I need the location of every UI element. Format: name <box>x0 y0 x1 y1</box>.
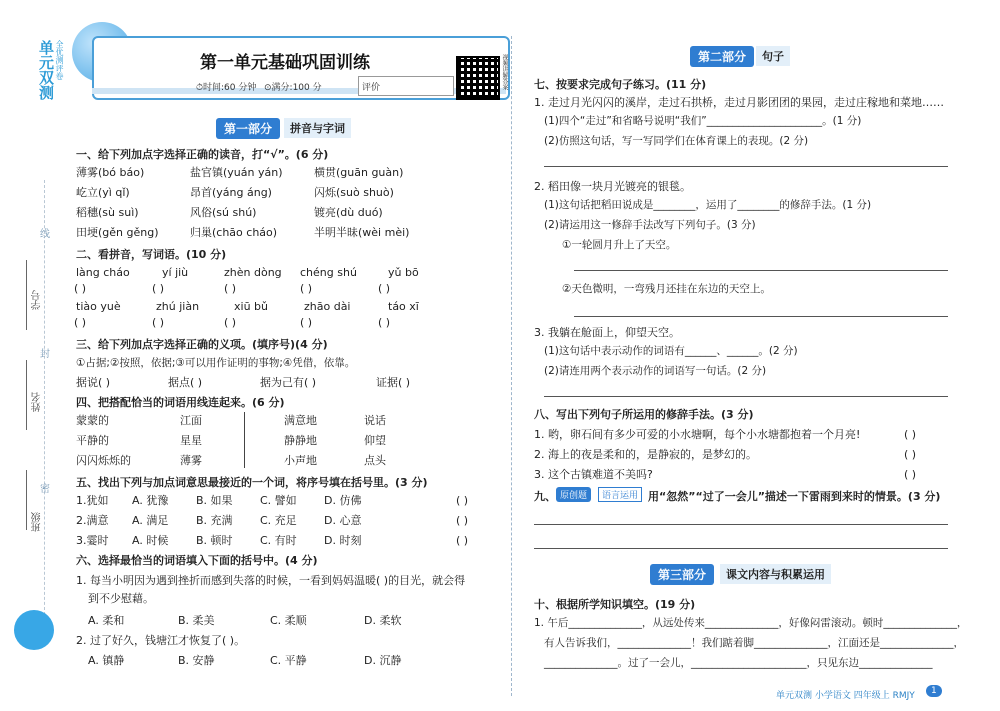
q4-c4-2[interactable]: 仰望 <box>364 434 386 447</box>
footer-text: 单元双测 小学语文 四年级上 RMJY <box>776 691 915 701</box>
q8-item-3: 3. 这个古镇难道不美吗? <box>534 468 653 481</box>
q5-3-word: 3.霎时 <box>76 534 109 547</box>
q8-title: 八、写出下列句子所运用的修辞手法。(3 分) <box>534 408 754 421</box>
q1-row2-b[interactable]: 昂首(yáng áng) <box>190 186 272 199</box>
q7-s1: 1. 走过月光闪闪的溪岸，走过石拱桥，走过月影团团的果园，走过庄稼地和菜地…… <box>534 96 944 109</box>
qr-note: 视频讲解答案 <box>501 54 508 90</box>
q9-answer-line-1[interactable] <box>534 524 948 525</box>
q1-row1-a[interactable]: 薄雾(bó báo) <box>76 166 145 179</box>
q5-2-d[interactable]: D. 心意 <box>324 514 362 527</box>
q1-row1-c[interactable]: 横贯(guān guàn) <box>314 166 404 179</box>
part3-subtitle: 课文内容与积累运用 <box>720 564 831 584</box>
q1-row2-c[interactable]: 闪烁(suò shuò) <box>314 186 394 199</box>
q2-pinyin-4: chéng shú <box>300 266 357 279</box>
brand-logo: 单元双测 <box>37 40 55 100</box>
q9-title: 用“忽然”“过了一会儿”描述一下雷雨到来时的情景。(3 分) <box>648 490 941 503</box>
q10-line-3[interactable]: ______________。过了一会儿，______________________，只见东边______________ <box>544 657 933 669</box>
q7-s2b: (2)请运用这一修辞手法改写下列句子。(3 分) <box>544 219 756 231</box>
name-line <box>26 360 27 430</box>
q9-tag-language: 语言运用 <box>598 487 642 502</box>
q5-3-c[interactable]: C. 有时 <box>260 534 297 547</box>
q3-item-4[interactable]: 证据( ) <box>376 376 411 389</box>
q4-c1-3[interactable]: 闪闪烁烁的 <box>76 454 131 467</box>
q2-blank-10[interactable]: ( ) <box>378 316 391 329</box>
q7-s2d: ②天色微明，一弯残月还挂在东边的天空上。 <box>562 283 771 295</box>
q1-row4-c[interactable]: 半明半昧(wèi mèi) <box>314 226 410 239</box>
q6-s2: 2. 过了好久，钱塘江才恢复了( )。 <box>76 634 246 647</box>
q4-divider <box>244 412 245 468</box>
q9-number: 九、 <box>534 490 556 503</box>
q4-c2-2[interactable]: 星星 <box>180 434 202 447</box>
q1-row4-a[interactable]: 田埂(gěn gěng) <box>76 226 159 239</box>
label-student-id: 学号 <box>32 290 43 310</box>
q8-item-1: 1. 哟，卵石间有多少可爱的小水塘啊，每个小水塘都抱着一个月亮! <box>534 428 861 441</box>
q2-blank-2[interactable]: ( ) <box>152 282 165 295</box>
q7-s2c: ①一轮圆月升上了天空。 <box>562 239 677 251</box>
q2-pinyin-6: tiào yuè <box>76 300 121 313</box>
q3-item-2[interactable]: 据点( ) <box>168 376 203 389</box>
q6-2-b[interactable]: B. 安静 <box>178 654 215 667</box>
q6-1-d[interactable]: D. 柔软 <box>364 614 402 627</box>
q2-blank-8[interactable]: ( ) <box>224 316 237 329</box>
q2-pinyin-10: táo xī <box>388 300 419 313</box>
label-name: 姓名 <box>32 392 43 412</box>
q5-1-word: 1.犹如 <box>76 494 109 507</box>
q4-c3-3[interactable]: 小声地 <box>284 454 317 467</box>
seal-char-2: 封 <box>40 349 50 360</box>
q1-row3-b[interactable]: 风俗(sú shú) <box>190 206 257 219</box>
q6-1-b[interactable]: B. 柔美 <box>178 614 215 627</box>
q2-blank-9[interactable]: ( ) <box>300 316 313 329</box>
mascot-icon <box>14 610 54 650</box>
q8-item-2: 2. 海上的夜是柔和的，是静寂的，是梦幻的。 <box>534 448 757 461</box>
id-line <box>26 260 27 330</box>
page-title: 第一单元基础巩固训练 <box>200 53 370 73</box>
q6-2-a[interactable]: A. 镇静 <box>88 654 125 667</box>
q7-s1a[interactable]: (1)四个“走过”和省略号说明“我们”______________________。(1 分) <box>544 115 862 127</box>
column-divider <box>511 36 512 696</box>
q7-s1-answer-line[interactable] <box>544 166 948 167</box>
brand-sub: 全优测评卷 <box>55 40 64 80</box>
q2-pinyin-1: làng cháo <box>76 266 130 279</box>
q4-c4-3[interactable]: 点头 <box>364 454 386 467</box>
page-number: 1 <box>926 685 942 697</box>
q2-blank-4[interactable]: ( ) <box>300 282 313 295</box>
q2-pinyin-5: yǔ bō <box>388 266 419 279</box>
q1-row1-b[interactable]: 盐官镇(yuán yán) <box>190 166 283 179</box>
q6-2-d[interactable]: D. 沉静 <box>364 654 402 667</box>
q9-answer-line-2[interactable] <box>534 548 948 549</box>
q4-c1-2[interactable]: 平静的 <box>76 434 109 447</box>
qr-code[interactable] <box>456 56 500 100</box>
label-class: 班级 <box>32 512 43 532</box>
q5-1-b[interactable]: B. 如果 <box>196 494 233 507</box>
class-line <box>26 470 27 530</box>
q2-blank-5[interactable]: ( ) <box>378 282 391 295</box>
part1-label: 第一部分 <box>216 118 280 139</box>
q3-item-1[interactable]: 据说( ) <box>76 376 111 389</box>
q7-s3-answer-line[interactable] <box>544 396 948 397</box>
q4-c3-2[interactable]: 静静地 <box>284 434 317 447</box>
q6-2-c[interactable]: C. 平静 <box>270 654 307 667</box>
q1-row4-b[interactable]: 归巢(chāo cháo) <box>190 226 278 239</box>
q8-answer-2[interactable]: ( ) <box>904 448 917 461</box>
q2-blank-3[interactable]: ( ) <box>224 282 237 295</box>
q5-3-d[interactable]: D. 时刻 <box>324 534 362 547</box>
q7-s3a[interactable]: (1)这句话中表示动作的词语有______、______。(2 分) <box>544 345 798 357</box>
part3-label: 第三部分 <box>650 564 714 585</box>
q5-2-a[interactable]: A. 满足 <box>132 514 169 527</box>
time-limit: ⏱时间:60 分钟 <box>196 83 257 93</box>
evaluation-label: 评价 <box>362 83 381 93</box>
q10-line-2[interactable]: 有人告诉我们，______________！我们踮着脚______________，江面还是______________， <box>544 637 964 649</box>
q5-3-a[interactable]: A. 时候 <box>132 534 169 547</box>
full-score: ⊙满分:100 分 <box>264 83 322 93</box>
q5-1-c[interactable]: C. 譬如 <box>260 494 297 507</box>
part2-label: 第二部分 <box>690 46 754 67</box>
q7-title: 七、按要求完成句子练习。(11 分) <box>534 78 707 91</box>
q3-item-3[interactable]: 据为己有( ) <box>260 376 317 389</box>
q4-c3-1[interactable]: 满意地 <box>284 414 317 427</box>
q2-pinyin-9: zhāo dài <box>304 300 351 313</box>
q7-s2: 2. 稻田像一块月光镀亮的银毯。 <box>534 180 691 193</box>
q3-options: ①占据;②按照，依据;③可以用作证明的事物;④凭借，依靠。 <box>76 357 356 369</box>
q1-title: 一、给下列加点字选择正确的读音，打“√”。(6 分) <box>76 148 329 161</box>
q7-s1b: (2)仿照这句话，写一写同学们在体育课上的表现。(2 分) <box>544 135 809 147</box>
q5-1-d[interactable]: D. 仿佛 <box>324 494 362 507</box>
q2-pinyin-3: zhèn dòng <box>224 266 282 279</box>
seal-char-1: 线 <box>40 229 50 240</box>
q1-row2-a[interactable]: 屹立(yì qǐ) <box>76 186 130 199</box>
q8-answer-3[interactable]: ( ) <box>904 468 917 481</box>
q4-c4-1[interactable]: 说话 <box>364 414 386 427</box>
q5-2-word: 2.满意 <box>76 514 109 527</box>
q7-s3b: (2)请连用两个表示动作的词语写一句话。(2 分) <box>544 365 767 377</box>
q5-2-answer[interactable]: ( ) <box>456 514 469 527</box>
q6-1-c[interactable]: C. 柔顺 <box>270 614 307 627</box>
q5-1-a[interactable]: A. 犹豫 <box>132 494 169 507</box>
q5-3-answer[interactable]: ( ) <box>456 534 469 547</box>
q6-title: 六、选择最恰当的词语填入下面的括号中。(4 分) <box>76 554 318 567</box>
q5-title: 五、找出下列与加点词意思最接近的一个词，将序号填在括号里。(3 分) <box>76 476 428 489</box>
part1-subtitle: 拼音与字词 <box>284 118 351 138</box>
q2-pinyin-7: zhú jiàn <box>156 300 200 313</box>
q7-s2d-answer-line[interactable] <box>574 316 948 317</box>
q10-title: 十、根据所学知识填空。(19 分) <box>534 598 696 611</box>
q8-answer-1[interactable]: ( ) <box>904 428 917 441</box>
q7-s3: 3. 我躺在舱面上，仰望天空。 <box>534 326 680 339</box>
q5-1-answer[interactable]: ( ) <box>456 494 469 507</box>
part2-subtitle: 句子 <box>756 46 790 66</box>
q7-s2a[interactable]: (1)这句话把稻田说成是________，运用了________的修辞手法。(1 分) <box>544 199 872 211</box>
q1-row3-a[interactable]: 稻穗(sù suì) <box>76 206 139 219</box>
q2-blank-6[interactable]: ( ) <box>74 316 87 329</box>
q4-c2-1[interactable]: 江面 <box>180 414 202 427</box>
q6-1-a[interactable]: A. 柔和 <box>88 614 125 627</box>
q7-s2c-answer-line[interactable] <box>574 270 948 271</box>
q2-pinyin-2: yí jiù <box>162 266 189 279</box>
seal-char-3: 密 <box>40 484 50 495</box>
q2-title: 二、看拼音，写词语。(10 分) <box>76 248 227 261</box>
q4-title: 四、把搭配恰当的词语用线连起来。(6 分) <box>76 396 285 409</box>
q5-2-b[interactable]: B. 充满 <box>196 514 233 527</box>
q6-s1a: 1. 每当小明因为遇到挫折而感到失落的时候，一看到妈妈温暖( )的目光，就会得 <box>76 574 466 587</box>
q2-blank-1[interactable]: ( ) <box>74 282 87 295</box>
q10-line-1[interactable]: 1. 午后______________，从远处传来______________，好像闷雷滚动。顿时______________， <box>534 617 968 629</box>
q4-c2-3[interactable]: 薄雾 <box>180 454 202 467</box>
binding-strip <box>0 0 68 711</box>
q5-3-b[interactable]: B. 顿时 <box>196 534 233 547</box>
q9-tag-original: 原创题 <box>556 487 591 502</box>
q1-row3-c[interactable]: 镀亮(dù duó) <box>314 206 383 219</box>
q3-title: 三、给下列加点字选择正确的义项。(填序号)(4 分) <box>76 338 328 351</box>
q6-s1b: 到不少慰藉。 <box>88 592 154 605</box>
q4-c1-1[interactable]: 蒙蒙的 <box>76 414 109 427</box>
q2-pinyin-8: xiū bǔ <box>234 300 268 313</box>
q5-2-c[interactable]: C. 充足 <box>260 514 297 527</box>
q2-blank-7[interactable]: ( ) <box>152 316 165 329</box>
